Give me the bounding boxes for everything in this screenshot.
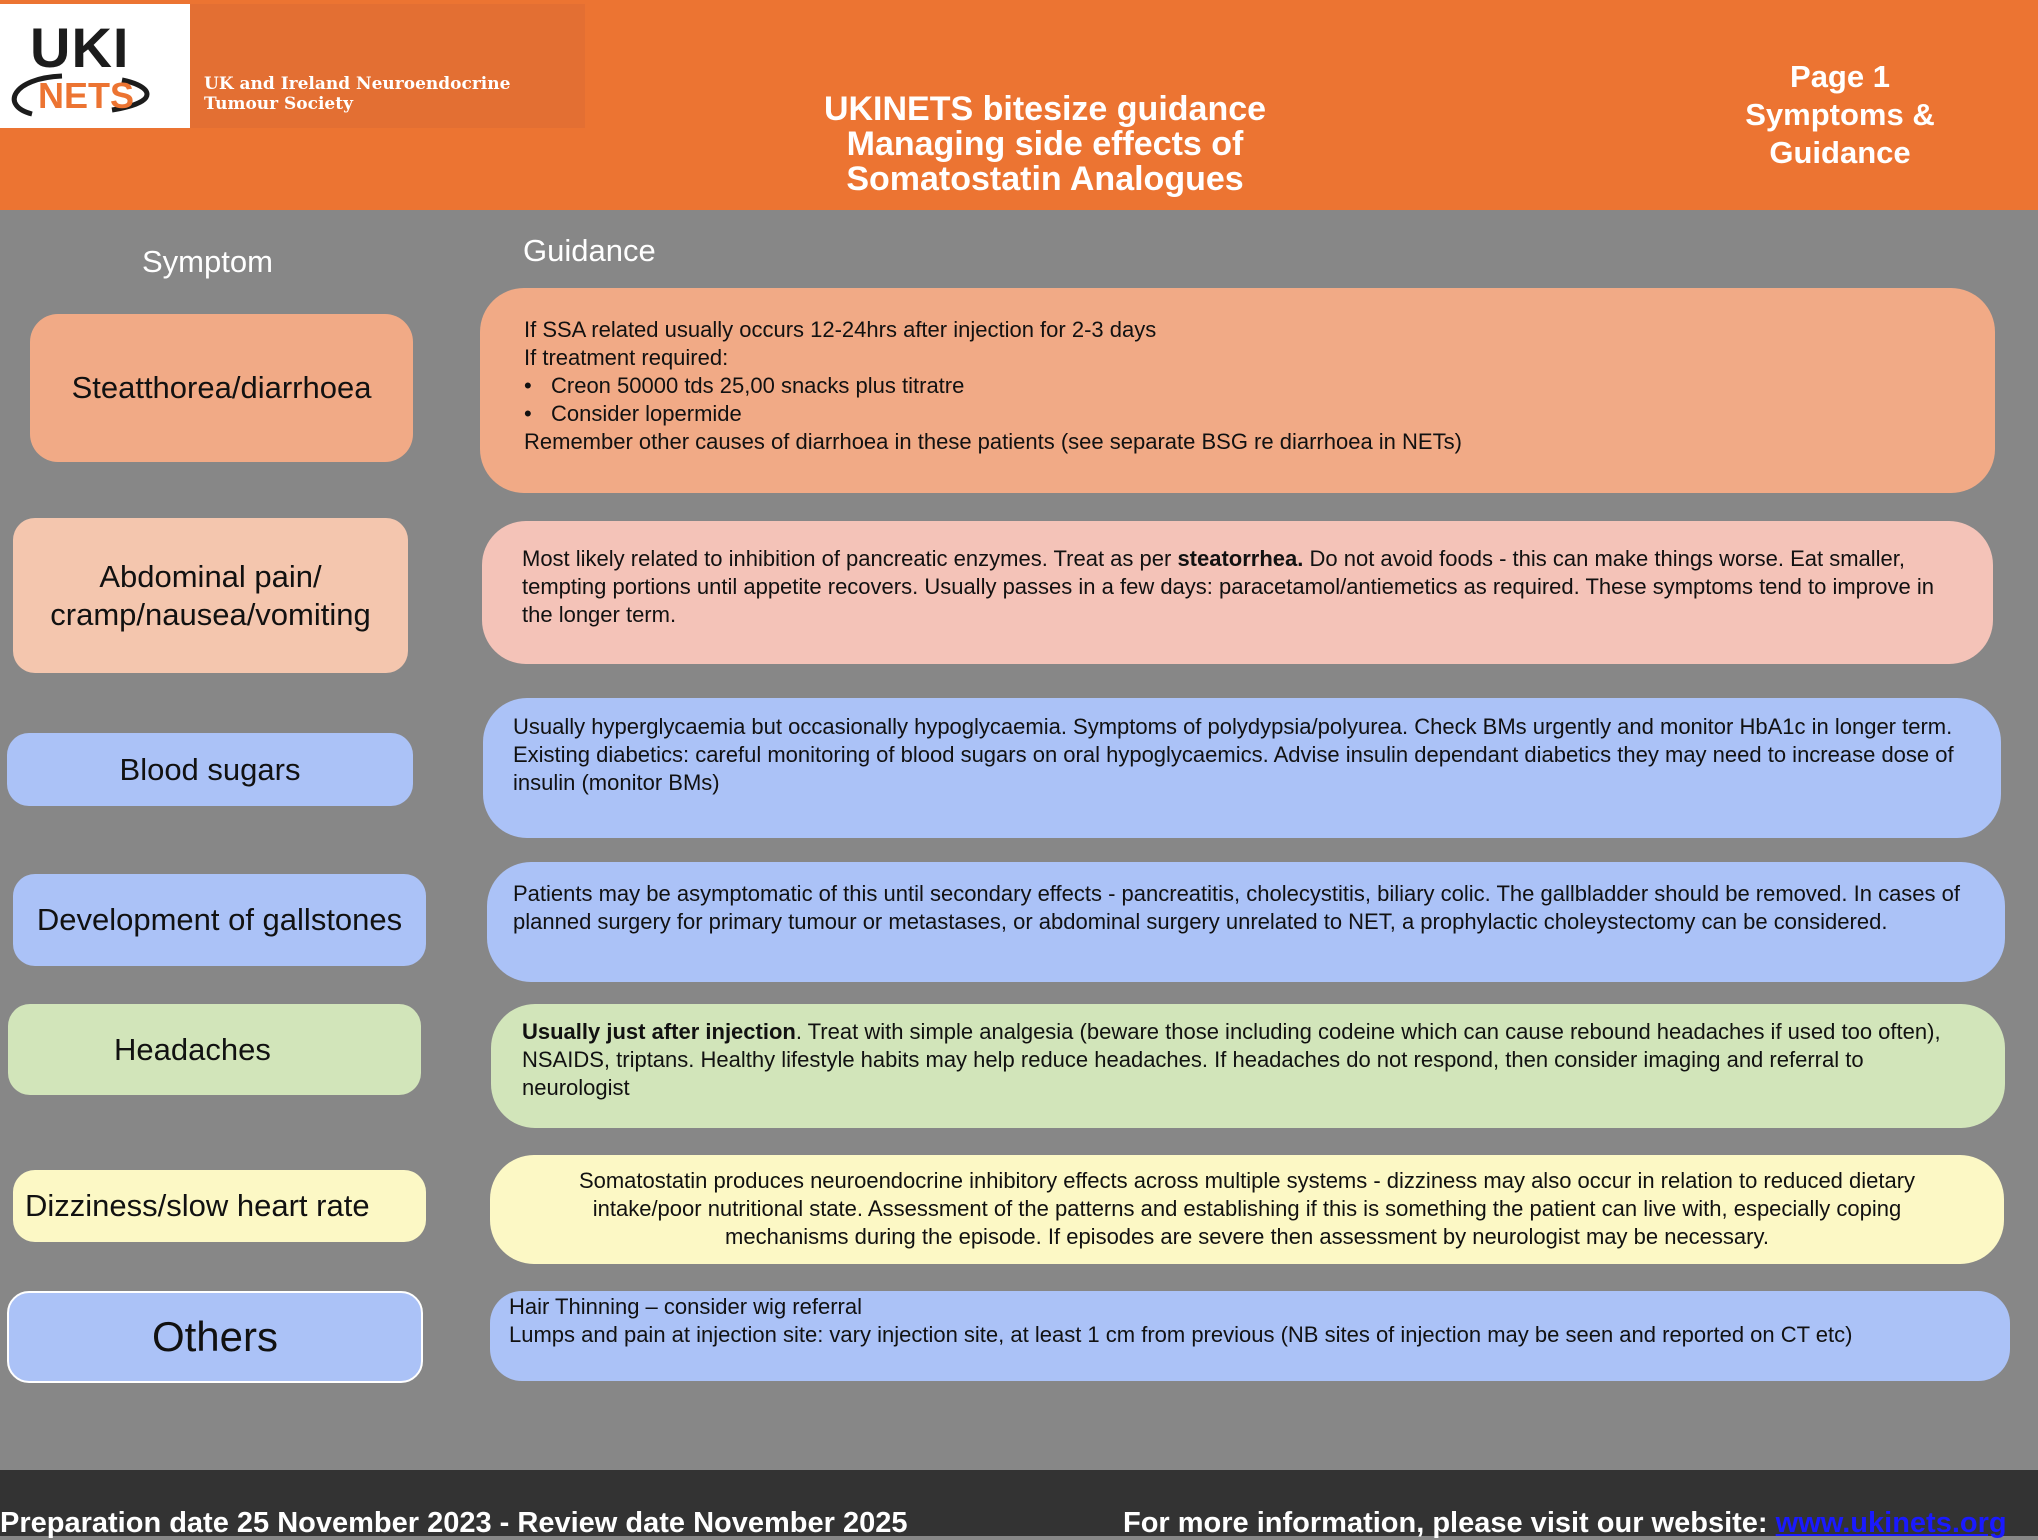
guidance-text: Most likely related to inhibition of pancreatic enzymes. Treat as per steatorrhea. Do not avoid foods - this can make things worse. Eat smaller, tempting portions until appetite recovers. Usually passes in a few days: paracetamol/antiemetics as required. These symptoms tend to improve in the longer term.: [522, 546, 1934, 627]
website-link[interactable]: www.ukinets.org: [1775, 1507, 2007, 1539]
symptom-abdominal-pain: Abdominal pain/ cramp/nausea/vomiting: [13, 518, 408, 673]
guidance-line: If SSA related usually occurs 12-24hrs after injection for 2-3 days: [524, 317, 1157, 342]
guidance-text: Usually hyperglycaemia but occasionally hypoglycaemia. Symptoms of polydypsia/polyurea. Check BMs urgently and monitor HbA1c in longer term.: [513, 714, 1953, 739]
guidance-headaches: [491, 1004, 2005, 1128]
symptom-blood-sugars: Blood sugars: [7, 733, 413, 806]
symptom-steatorrhoea: Steatthorea/diarrhoea: [30, 314, 413, 462]
guidance-line: If treatment required:: [524, 345, 729, 370]
guidance-text: Existing diabetics: careful monitoring of blood sugars on oral hypoglycaemics. Advise insulin dependant diabetics they may need to increase dose of insulin (monitor BMs): [513, 742, 1954, 795]
ukinets-logo: [0, 4, 190, 128]
footer-bar: [0, 1470, 2038, 1539]
guidance-blood-sugars: [483, 698, 2001, 838]
header-banner: [0, 0, 2038, 210]
bullet-item: • Consider lopermide: [524, 400, 1963, 428]
symptom-headaches: Headaches: [8, 1004, 421, 1095]
guidance-line: Remember other causes of diarrhoea in these patients (see separate BSG re diarrhoea in NETs): [524, 429, 1462, 454]
guidance-abdominal-pain: [482, 521, 1993, 664]
guidance-dizziness: [490, 1155, 2004, 1264]
guidance-text: Patients may be asymptomatic of this until secondary effects - pancreatitis, cholecystitis, biliary colic. The gallbladder should be removed. In cases of planned surgery for primary tumour or metastases, or abdominal surgery unrelated to NET, a prophylactic choleystectomy can be considered.: [513, 881, 1960, 934]
symptom-gallstones: Development of gallstones: [13, 874, 426, 966]
guidance-bullet-list: [524, 372, 1963, 428]
preparation-date: Preparation date 25 November 2023 - Review date November 2025: [0, 1507, 908, 1539]
symptom-others: Others: [7, 1291, 423, 1383]
page-label: Page 1 Symptoms & Guidance: [1745, 59, 1935, 170]
symptom-dizziness: Dizziness/slow heart rate: [13, 1170, 426, 1242]
guidance-bold: steatorrhea.: [1177, 546, 1304, 571]
guidance-steatorrhoea: [480, 288, 1995, 493]
guidance-others: [490, 1291, 2010, 1381]
guidance-gallstones: [487, 862, 2005, 982]
guidance-column-heading: Guidance: [523, 233, 656, 268]
guidance-text: Lumps and pain at injection site: vary injection site, at least 1 cm from previous (NB sites of injection may be seen and reported on CT etc): [509, 1322, 1853, 1347]
society-name: UK and Ireland Neuroendocrine Tumour Society: [204, 74, 511, 114]
society-name-box: [190, 4, 585, 128]
guidance-text: Usually just after injection. Treat with simple analgesia (beware those including codeine which can cause rebound headaches if used too often), NSAIDS, triptans. Healthy lifestyle habits may help reduce headaches. If headaches do not respond, then consider imaging and referral to neurologist: [522, 1019, 1941, 1100]
logo-nets-text: NETS: [38, 75, 135, 116]
guidance-bold: Usually just after injection: [522, 1019, 796, 1044]
page-title: UKINETS bitesize guidance Managing side effects of Somatostatin Analogues: [823, 90, 1267, 198]
guidance-text: Somatostatin produces neuroendocrine inhibitory effects across multiple systems - dizziness may also occur in relation to reduced dietary intake/poor nutritional state. Assessment of the patterns and establishing if this is something the patient can live with, especially coping mechanisms during the episode. If episodes are severe then assessment by neurologist may be necessary.: [578, 1168, 1916, 1249]
logo-uki-text: UKI: [30, 16, 130, 79]
website-info: For more information, please visit our website: www.ukinets.org: [1123, 1507, 2007, 1539]
guidance-text: Hair Thinning – consider wig referral: [509, 1294, 862, 1319]
bullet-item: • Creon 50000 tds 25,00 snacks plus titratre: [524, 372, 1963, 400]
symptom-column-heading: Symptom: [142, 244, 273, 279]
